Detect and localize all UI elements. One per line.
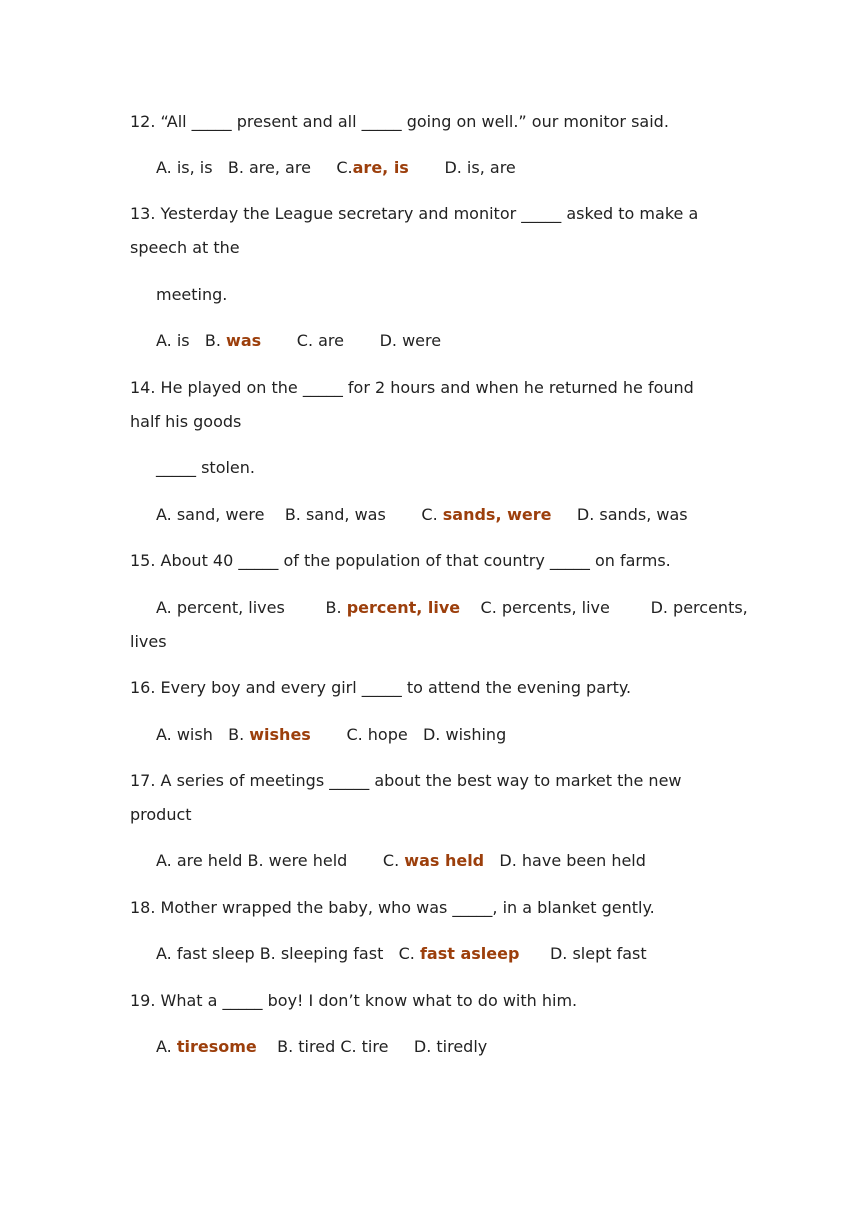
question-13-line-2: speech at the [130, 238, 240, 257]
question-17-options [156, 851, 776, 871]
option-b-prefix: B. [228, 725, 245, 744]
question-14-line-2: half his goods [130, 412, 242, 431]
question-18: 18. Mother wrapped the baby, who was _____, in a blanket gently. [130, 898, 655, 917]
answer-highlight: tiresome [176, 1037, 257, 1056]
answer-highlight: percent, live [346, 598, 461, 617]
option-c: C. tire [340, 1037, 389, 1056]
option-d: D. sands, was [576, 505, 688, 524]
option-a: A. is, is [156, 158, 213, 177]
answer-highlight: wishes [249, 725, 311, 744]
question-16: 16. Every boy and every girl _____ to attend the evening party. [130, 678, 632, 697]
option-b: B. sand, was [284, 505, 386, 524]
question-17-line-2: product [130, 805, 192, 824]
option-d: D. tiredly [413, 1037, 488, 1056]
answer-highlight: was held [404, 851, 485, 870]
option-a: A. sand, were [156, 505, 265, 524]
option-b-prefix: B. [325, 598, 342, 617]
option-c: C. percents, live [480, 598, 610, 617]
option-c-prefix: C. [336, 158, 353, 177]
question-12-options [156, 158, 776, 178]
option-c: C. hope [346, 725, 408, 744]
option-d: D. percents, [650, 598, 748, 617]
option-d: D. have been held [499, 851, 646, 870]
option-d: D. wishing [422, 725, 507, 744]
option-c: C. are [296, 331, 344, 350]
option-a-prefix: A. [156, 1037, 172, 1056]
question-14-line-1: 14. He played on the _____ for 2 hours and when he returned he found [130, 378, 694, 397]
answer-highlight: fast asleep [419, 944, 520, 963]
option-a: A. is [156, 331, 190, 350]
answer-highlight: sands, were [442, 505, 552, 524]
option-a: A. percent, lives [156, 598, 285, 617]
option-b-prefix: B. [204, 331, 221, 350]
question-15: 15. About 40 _____ of the population of that country _____ on farms. [130, 551, 671, 570]
question-14-options [156, 505, 776, 525]
option-a: A. wish [156, 725, 213, 744]
option-d: D. were [379, 331, 442, 350]
option-c-prefix: C. [421, 505, 438, 524]
option-c-prefix: C. [382, 851, 400, 870]
question-14-line-3: _____ stolen. [156, 458, 255, 477]
question-17-line-1: 17. A series of meetings _____ about the best way to market the new [130, 771, 682, 790]
question-16-options [156, 725, 776, 745]
question-19-options [156, 1037, 776, 1057]
option-c-prefix: C. [398, 944, 415, 963]
option-d: D. is, are [444, 158, 516, 177]
question-19: 19. What a _____ boy! I don’t know what to do with him. [130, 991, 578, 1010]
question-12: 12. “All _____ present and all _____ going on well.” our monitor said. [130, 112, 669, 131]
question-13-line-3: meeting. [156, 285, 228, 304]
option-b: B. tired [277, 1037, 336, 1056]
question-13-line-1: 13. Yesterday the League secretary and monitor _____ asked to make a [130, 204, 699, 223]
question-18-options [156, 944, 776, 964]
question-15-options-cont: lives [130, 632, 167, 651]
option-b: B. sleeping fast [259, 944, 384, 963]
option-b: B. were held [247, 851, 348, 870]
option-d: D. slept fast [549, 944, 647, 963]
answer-highlight: are, is [352, 158, 409, 177]
answer-highlight: was [226, 331, 262, 350]
option-a: A. are held [156, 851, 243, 870]
question-13-options [156, 331, 776, 351]
option-a: A. fast sleep [156, 944, 255, 963]
option-b: B. are, are [227, 158, 311, 177]
question-15-options [156, 598, 776, 618]
